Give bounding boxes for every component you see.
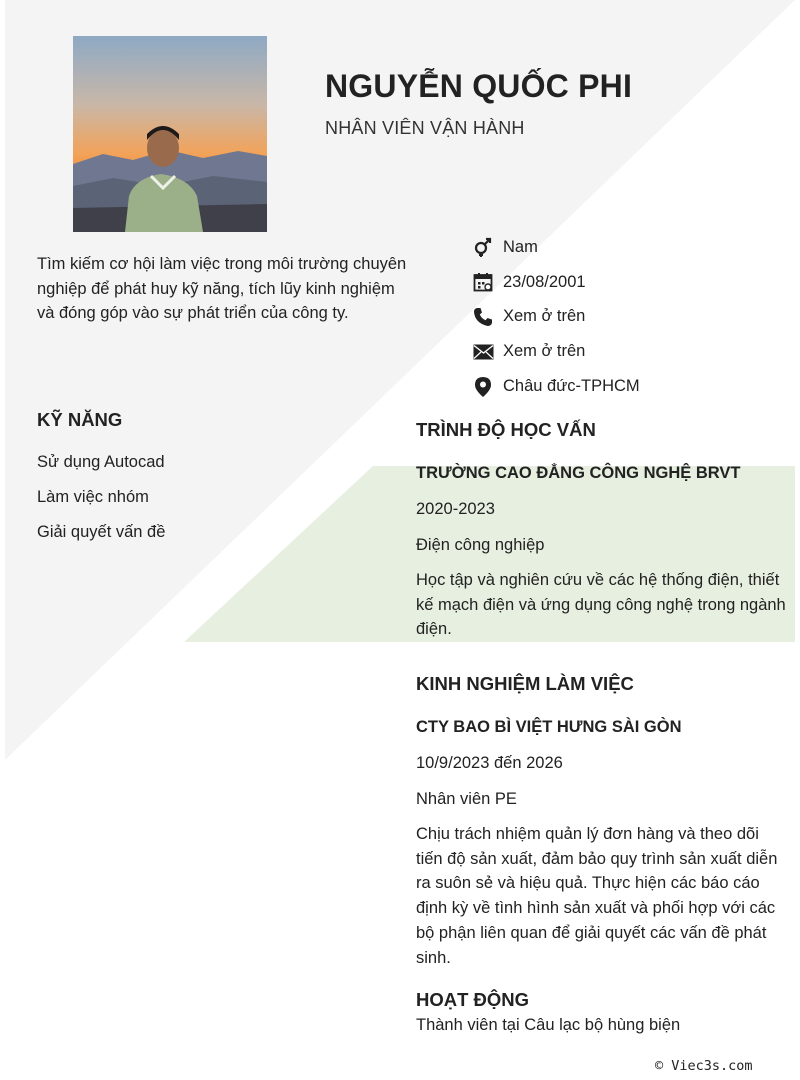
experience-period: 10/9/2023 đến 2026 (416, 754, 563, 772)
education-heading: TRÌNH ĐỘ HỌC VẤN (416, 419, 596, 440)
education-section (416, 464, 786, 642)
phone-icon (472, 306, 494, 328)
calendar-icon (472, 271, 494, 293)
job-title: NHÂN VIÊN VẬN HÀNH (325, 118, 525, 138)
gender-value: Nam (503, 237, 538, 256)
contact-birthday (472, 265, 792, 300)
copyright-footer: © Viec3s.com (655, 1058, 753, 1074)
experience-position: Nhân viên PE (416, 790, 517, 808)
profile-photo (73, 36, 267, 232)
education-description: Học tập và nghiên cứu về các hệ thống điện, thiết kế mạch điện và ứng dụng công nghệ trong ngành điện. (416, 571, 786, 639)
school-name: TRƯỜNG CAO ĐẲNG CÔNG NGHỆ BRVT (416, 464, 741, 482)
skills-heading: KỸ NĂNG (37, 409, 123, 430)
contact-gender (472, 230, 792, 265)
education-period: 2020-2023 (416, 500, 495, 518)
contact-address (472, 369, 792, 404)
activities-heading: HOẠT ĐỘNG (416, 989, 530, 1010)
experience-section (416, 718, 786, 970)
career-objective: Tìm kiếm cơ hội làm việc trong môi trường chuyên nghiệp để phát huy kỹ năng, tích lũy kinh nghiệm và đóng góp vào sự phát triển của công ty. (37, 255, 407, 323)
experience-description: Chịu trách nhiệm quản lý đơn hàng và theo dõi tiến độ sản xuất, đảm bảo quy trình sản xuất diễn ra suôn sẻ và hiệu quả. Thực hiện các báo cáo định kỳ về tình hình sản xuất và phối hợp với các bộ phận liên quan để giải quyết các vấn đề phát sinh. (416, 825, 778, 967)
education-major: Điện công nghiệp (416, 536, 545, 554)
gender-icon (472, 236, 494, 258)
location-icon (472, 376, 494, 398)
email-value: Xem ở trên (503, 342, 586, 361)
address-value: Châu đức-TPHCM (503, 377, 640, 396)
contact-phone (472, 300, 792, 335)
experience-heading: KINH NGHIỆM LÀM VIỆC (416, 673, 634, 694)
contact-info (472, 230, 792, 404)
birthday-value: 23/08/2001 (503, 272, 586, 291)
skill-item: Giải quyết vấn đề (37, 522, 166, 541)
phone-value: Xem ở trên (503, 307, 586, 326)
company-name: CTY BAO BÌ VIỆT HƯNG SÀI GÒN (416, 718, 682, 736)
activity-item: Thành viên tại Câu lạc bộ hùng biện (416, 1016, 681, 1034)
candidate-name: NGUYỄN QUỐC PHI (325, 68, 633, 104)
email-icon (472, 341, 494, 363)
skills-list (37, 448, 165, 552)
skill-item: Sử dụng Autocad (37, 453, 165, 471)
skill-item: Làm việc nhóm (37, 487, 149, 506)
contact-email (472, 334, 792, 369)
